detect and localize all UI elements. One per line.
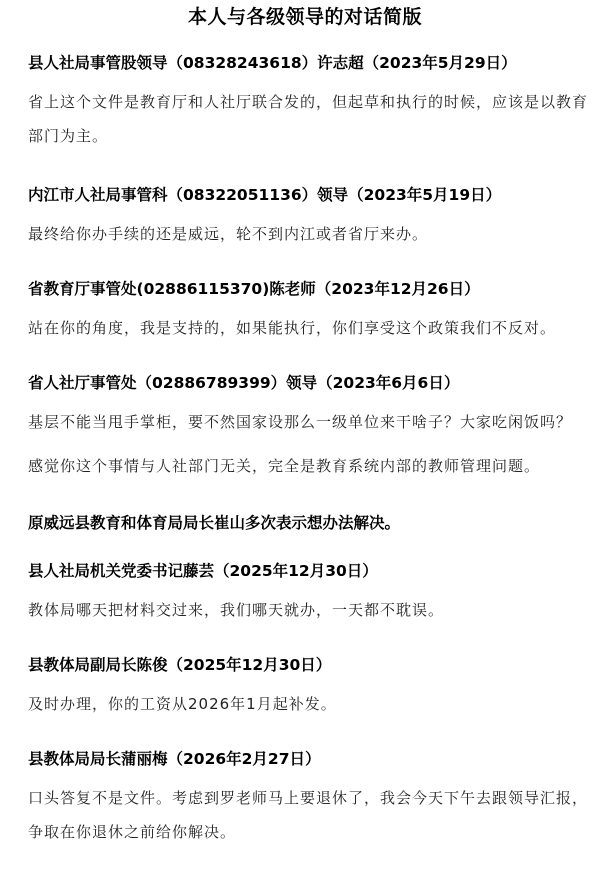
entry-heading: 省教育厅事管处(02886115370)陈老师（2023年12月26日） [28, 280, 480, 298]
entry-text: 及时办理，你的工资从2026年1月起补发。 [28, 695, 337, 713]
dialogue-entry-3 [28, 278, 588, 345]
entry-body [28, 217, 588, 251]
entry-text: 教体局哪天把材料交过来，我们哪天就办，一天都不耽误。 [28, 601, 445, 619]
dialogue-entry-8 [28, 748, 588, 849]
entry-heading: 内江市人社局事管科（08322051136）领导（2023年5月19日） [28, 186, 502, 204]
entry-heading: 县人社局事管股领导（08328243618）许志超（2023年5月29日） [28, 54, 517, 72]
dialogue-entry-7 [28, 654, 588, 721]
dialogue-entry-6 [28, 560, 588, 627]
entry-body [28, 593, 588, 627]
entry-body [28, 311, 588, 345]
entry-text: 站在你的角度，我是支持的，如果能执行，你们享受这个政策我们不反对。 [28, 319, 557, 337]
entry-body [28, 405, 588, 483]
entry-text: 最终给你办手续的还是威远，轮不到内江或者省厅来办。 [28, 225, 429, 243]
entry-heading: 县教体局副局长陈俊（2025年12月30日） [28, 656, 332, 674]
entry-body [28, 781, 588, 849]
entry-body [28, 85, 588, 153]
entry-text: 基层不能当甩手掌柜，要不然国家设那么一级单位来干啥子？大家吃闲饭吗？ [28, 413, 573, 431]
entry-heading: 省人社厅事管处（02886789399）领导（2023年6月6日） [28, 374, 460, 392]
entry-heading: 县教体局局长蒲丽梅（2026年2月27日） [28, 750, 321, 768]
dialogue-entry-4 [28, 372, 588, 483]
entry-body [28, 687, 588, 721]
entry-text: 口头答复不是文件。考虑到罗老师马上要退休了，我会今天下午去跟领导汇报，争取在你退休之前给你解决。 [28, 789, 589, 841]
dialogue-entry-1 [28, 52, 588, 153]
entry-heading: 县人社局机关党委书记藤芸（2025年12月30日） [28, 562, 378, 580]
entry-text: 感觉你这个事情与人社部门无关，完全是教育系统内部的教师管理问题。 [28, 457, 541, 475]
document-title: 本人与各级领导的对话简版 [187, 6, 422, 28]
dialogue-entry-5 [28, 512, 588, 534]
dialogue-entry-2 [28, 184, 588, 251]
entry-text: 省上这个文件是教育厅和人社厅联合发的，但起草和执行的时候，应该是以教育部门为主。 [28, 93, 589, 145]
entry-heading: 原威远县教育和体育局局长崔山多次表示想办法解决。 [28, 514, 401, 532]
